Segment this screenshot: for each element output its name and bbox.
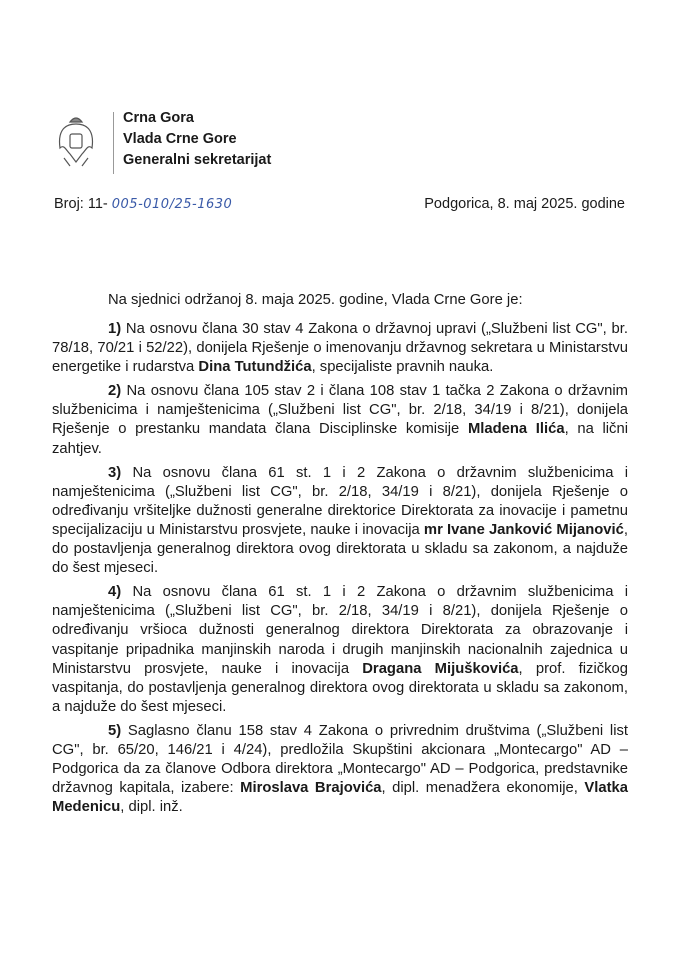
- org-government: Vlada Crne Gore: [123, 131, 237, 147]
- reference-handwritten: 005-010/25-1630: [111, 197, 233, 212]
- decision-paragraph: [52, 382, 628, 458]
- decision-paragraph: [52, 722, 628, 817]
- intro-sentence: Na sjednici održanoj 8. maja 2025. godine, Vlada Crne Gore je:: [108, 292, 523, 308]
- paragraph-text: , na lični zahtjev.: [52, 421, 628, 457]
- decision-paragraph: [52, 320, 628, 377]
- paragraph-text: Saglasno članu 158 stav 4 Zakona o privrednim društvima („Službeni list CG", br. 65/20, 146/21 i 4/24), predložila Skupštini akcionara „Montecargo" AD – Podgorica da za članove Odbora direktora „Montecargo" AD – Podgorica, predstavnike državnog kapitala, izabere:: [52, 722, 628, 797]
- document-date: Podgorica, 8. maj 2025. godine: [424, 196, 625, 212]
- bold-text: Vlatka Medenicu: [52, 780, 628, 816]
- bold-text: 3): [108, 464, 122, 481]
- bold-text: 5): [108, 722, 122, 739]
- paragraph-text: , do postavljenja generalnog direktora ovog direktorata u skladu sa zakonom, a najduže do šest mjeseci.: [52, 521, 628, 577]
- paragraph-text: , dipl. menadžera ekonomije,: [381, 780, 585, 797]
- bold-text: Mladena Ilića: [467, 421, 565, 438]
- paragraph-text: , prof. fizičkog vaspitanja, do postavljenja generalnog direktora ovog direktorata u skladu sa zakonom, a najduže do šest mjeseci.: [52, 660, 628, 715]
- paragraph-text: , specijaliste pravnih nauka.: [311, 359, 494, 376]
- decision-paragraph: [52, 464, 628, 579]
- reference-number: [54, 196, 232, 212]
- org-country: Crna Gora: [123, 110, 194, 126]
- organization-block: [123, 108, 271, 171]
- bold-text: Dragana Mijuškovića: [362, 660, 519, 677]
- reference-label: Broj: 11-: [54, 196, 108, 212]
- paragraph-text: Na osnovu člana 105 stav 2 i člana 108 stav 1 tačka 2 Zakona o državnim službenicima i namještenicima („Službeni list CG", br. 2/18, 34/19 i 8/21), donijela Rješenje o prestanku mandata člana Disciplinske komisije: [52, 383, 628, 438]
- bold-text: mr Ivane Janković Mijanović: [423, 521, 624, 538]
- paragraph-text: Na osnovu člana 61 st. 1 i 2 Zakona o državnim službenicima i namještenicima („Službeni list CG", br. 2/18, 34/19 i 8/21), donijela Rješenje o određivanju vršioca dužnosti generalnog direktora Direktorata za obrazovanje i vaspitanje pripadnika manjinskih naroda i drugih manjinskih nacionalnih zajednica u Ministarstvu prosvjete, nauke i inovacija: [52, 584, 628, 677]
- bold-text: 4): [108, 584, 122, 601]
- bold-text: Dina Tutundžića: [198, 359, 312, 376]
- bold-text: 1): [108, 321, 122, 337]
- bold-text: 2): [108, 383, 122, 400]
- header-divider: [113, 112, 114, 174]
- document-body: [52, 320, 628, 822]
- paragraph-text: Na osnovu člana 61 st. 1 i 2 Zakona o državnim službenicima i namještenicima („Službeni list CG", br. 2/18, 34/19 i 8/21), donijela Rješenje o određivanju vršiteljke dužnosti generalne direktorice Direktorata za inovacije i pametnu specijalizaciju u Ministarstvu prosvjete, nauke i inovacija: [52, 464, 628, 538]
- decision-paragraph: [52, 583, 628, 717]
- org-secretariat: Generalni sekretarijat: [123, 152, 272, 168]
- paragraph-text: , dipl. inž.: [120, 799, 183, 816]
- bold-text: Miroslava Brajovića: [240, 780, 382, 797]
- paragraph-text: Na osnovu člana 30 stav 4 Zakona o državnoj upravi („Službeni list CG", br. 78/18, 70/21 i 52/22), donijela Rješenje o imenovanju državnog sekretara u Ministarstvu energetike i rudarstva: [52, 321, 628, 376]
- coat-of-arms-icon: [56, 114, 96, 170]
